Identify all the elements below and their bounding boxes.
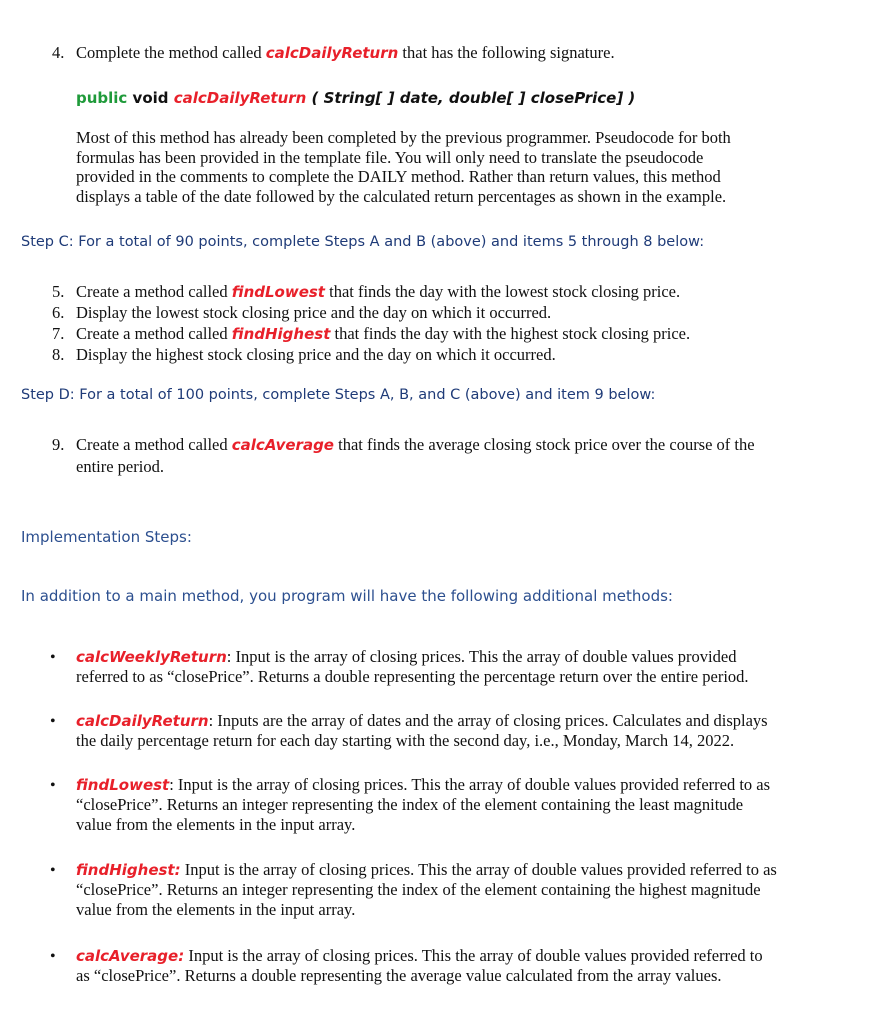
- step-c-list: [52, 281, 852, 365]
- bullet-glyph: •: [50, 713, 56, 730]
- bullet-text-line: referred to as “closePrice”. Returns a double representing the percentage return over the entire period.: [76, 667, 749, 686]
- item-4-number: 4.: [52, 43, 65, 62]
- bullet-text-line: “closePrice”. Returns an integer representing the index of the element containing the highest magnitude: [76, 880, 761, 899]
- bullet-text: Input is the array of closing prices. This the array of double values provided referred to: [184, 946, 763, 965]
- bullet-glyph: •: [50, 948, 56, 965]
- item-text: Create a method called: [76, 324, 232, 343]
- implementation-heading: Implementation Steps:: [21, 528, 192, 546]
- method-name-calcdailyreturn: calcDailyReturn: [265, 44, 399, 62]
- method-name-calcweeklyreturn: calcWeeklyReturn: [76, 648, 227, 666]
- item-number: 7.: [52, 324, 65, 343]
- bullet-glyph: •: [50, 862, 56, 879]
- signature-public: public: [76, 89, 128, 107]
- item-text: that finds the day with the highest stock closing price.: [330, 324, 691, 343]
- item-4-text-post: that has the following signature.: [398, 43, 615, 62]
- method-name-findlowest: findLowest: [231, 283, 325, 301]
- item-4-paragraph: [76, 128, 866, 206]
- item-4-text-pre: Complete the method called: [76, 43, 266, 62]
- method-name-calcdailyreturn: calcDailyReturn: [76, 712, 209, 730]
- list-item: [76, 860, 856, 920]
- list-item: [76, 711, 856, 751]
- bullet-text-line: the daily percentage return for each day starting with the second day, i.e., Monday, March 14, 2022.: [76, 731, 735, 750]
- implementation-intro: In addition to a main method, you program will have the following additional methods:: [21, 587, 673, 605]
- method-name-calcaverage: calcAverage:: [76, 947, 185, 965]
- method-name-findhighest: findHighest: [231, 325, 331, 343]
- item-number: 9.: [52, 435, 65, 454]
- item-text: Display the highest stock closing price and the day on which it occurred.: [76, 345, 556, 364]
- step-c-heading: Step C: For a total of 90 points, complete Steps A and B (above) and items 5 through 8 below:: [21, 234, 705, 250]
- list-item: [76, 946, 856, 986]
- bullet-text: Input is the array of closing prices. This the array of double values provided referred to as: [180, 860, 777, 879]
- item-number: 8.: [52, 345, 65, 364]
- paragraph-line: formulas has been provided in the template file. You will only need to translate the pseudocode: [76, 147, 704, 167]
- bullet-text-line: value from the elements in the input array.: [76, 900, 356, 919]
- bullet-glyph: •: [50, 777, 56, 794]
- bullet-text-line: value from the elements in the input array.: [76, 815, 356, 834]
- list-item: [76, 647, 856, 687]
- item-text: Create a method called: [76, 435, 232, 454]
- item-text-line2: entire period.: [76, 457, 164, 476]
- paragraph-line: provided in the comments to complete the DAILY method. Rather than return values, this method: [76, 167, 721, 186]
- list-item: [76, 775, 856, 835]
- bullet-text-line: “closePrice”. Returns an integer representing the index of the element containing the least magnitude: [76, 795, 744, 814]
- item-4: [52, 42, 852, 63]
- method-signature: [76, 88, 856, 109]
- list-item: [52, 281, 852, 302]
- bullet-text-line: as “closePrice”. Returns a double representing the average value calculated from the array values.: [76, 966, 722, 985]
- item-text: that finds the day with the lowest stock closing price.: [324, 282, 681, 301]
- paragraph-line: displays a table of the date followed by the calculated return percentages as shown in the example.: [76, 186, 727, 206]
- signature-method-name: calcDailyReturn: [173, 89, 307, 107]
- item-text: Create a method called: [76, 282, 232, 301]
- method-name-findhighest: findHighest:: [76, 861, 181, 879]
- bullet-text: : Input is the array of closing prices. This the array of double values provided: [226, 647, 737, 666]
- bullet-text: : Inputs are the array of dates and the array of closing prices. Calculates and displays: [208, 711, 768, 730]
- bullet-text: : Input is the array of closing prices. This the array of double values provided referred to as: [169, 775, 771, 794]
- item-number: 6.: [52, 303, 65, 322]
- signature-void: void: [127, 89, 174, 107]
- item-text: that finds the average closing stock price over the course of the: [333, 435, 755, 454]
- item-number: 5.: [52, 282, 65, 301]
- bullet-glyph: •: [50, 649, 56, 666]
- method-name-calcaverage: calcAverage: [231, 436, 334, 454]
- item-text: Display the lowest stock closing price and the day on which it occurred.: [76, 303, 552, 322]
- method-name-findlowest: findLowest: [76, 776, 170, 794]
- list-item: [52, 302, 852, 323]
- signature-params: ( String[ ] date, double[ ] closePrice] ): [306, 89, 636, 107]
- step-d-heading: Step D: For a total of 100 points, complete Steps A, B, and C (above) and item 9 below:: [21, 387, 656, 403]
- list-item: [52, 344, 852, 365]
- list-item: [52, 323, 852, 344]
- paragraph-line: Most of this method has already been completed by the previous programmer. Pseudocode for both: [76, 128, 731, 147]
